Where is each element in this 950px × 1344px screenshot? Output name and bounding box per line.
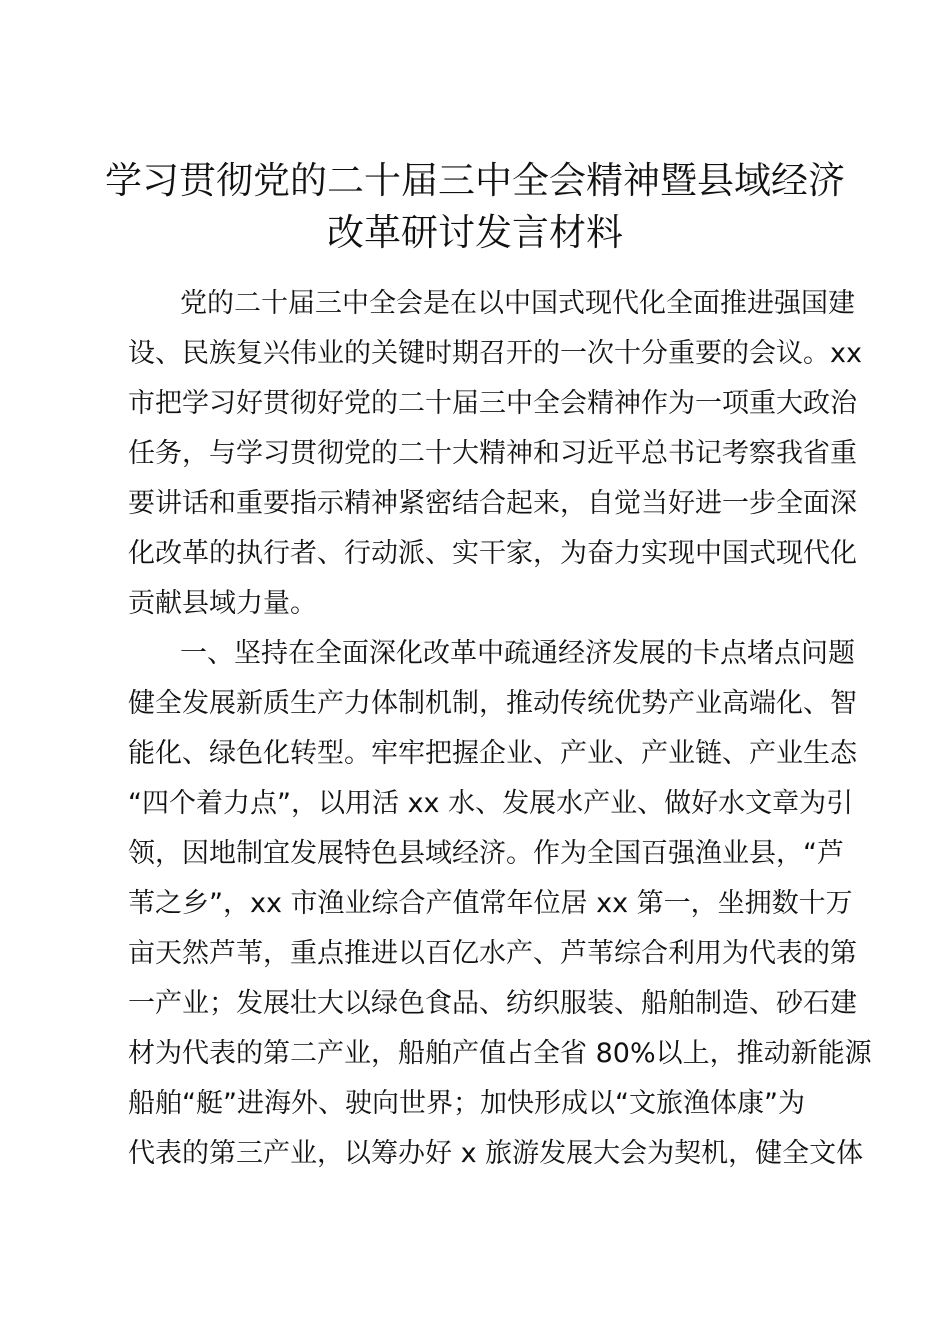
paragraph-intro-line-5: 要讲话和重要指示精神紧密结合起来，自觉当好进一步全面深 — [128, 488, 857, 519]
paragraph-intro-line-6: 化改革的执行者、行动派、实干家，为奋力实现中国式现代化 — [128, 538, 857, 569]
document-title-line-1: 学习贯彻党的二十届三中全会精神暨县域经济 — [105, 159, 845, 202]
section-one-line-7: 亩天然芦苇，重点推进以百亿水产、芦苇综合利用为代表的第 — [128, 938, 857, 969]
section-one-line-6: 苇之乡”，xx 市渔业综合产值常年位居 xx 第一，坐拥数十万 — [128, 888, 853, 919]
section-one-line-9: 材为代表的第二产业，船舶产值占全省 80%以上，推动新能源 — [128, 1038, 872, 1069]
section-one-line-11: 代表的第三产业，以筹办好 x 旅游发展大会为契机，健全文体 — [128, 1138, 864, 1169]
section-one-line-10: 船舶“艇”进海外、驶向世界；加快形成以“文旅渔体康”为 — [128, 1088, 805, 1119]
paragraph-intro-line-3: 市把学习好贯彻好党的二十届三中全会精神作为一项重大政治 — [128, 388, 857, 419]
paragraph-intro-line-2: 设、民族复兴伟业的关键时期召开的一次十分重要的会议。xx — [128, 338, 862, 369]
paragraph-intro-line-4: 任务，与学习贯彻党的二十大精神和习近平总书记考察我省重 — [128, 438, 857, 469]
section-one-line-1: 一、坚持在全面深化改革中疏通经济发展的卡点堵点问题 — [180, 638, 855, 669]
section-one-line-2: 健全发展新质生产力体制机制，推动传统优势产业高端化、智 — [128, 688, 857, 719]
paragraph-intro-line-1: 党的二十届三中全会是在以中国式现代化全面推进强国建 — [180, 288, 855, 319]
section-one-line-5: 领，因地制宜发展特色县域经济。作为全国百强渔业县，“芦 — [128, 838, 844, 869]
section-one-line-4: “四个着力点”，以用活 xx 水、发展水产业、做好水文章为引 — [128, 788, 854, 819]
document-title-line-2: 改革研讨发言材料 — [327, 211, 623, 254]
section-one-line-3: 能化、绿色化转型。牢牢把握企业、产业、产业链、产业生态 — [128, 738, 857, 769]
section-one-line-8: 一产业；发展壮大以绿色食品、纺织服装、船舶制造、砂石建 — [128, 988, 857, 1019]
paragraph-intro-line-7: 贡献县域力量。 — [128, 588, 317, 619]
